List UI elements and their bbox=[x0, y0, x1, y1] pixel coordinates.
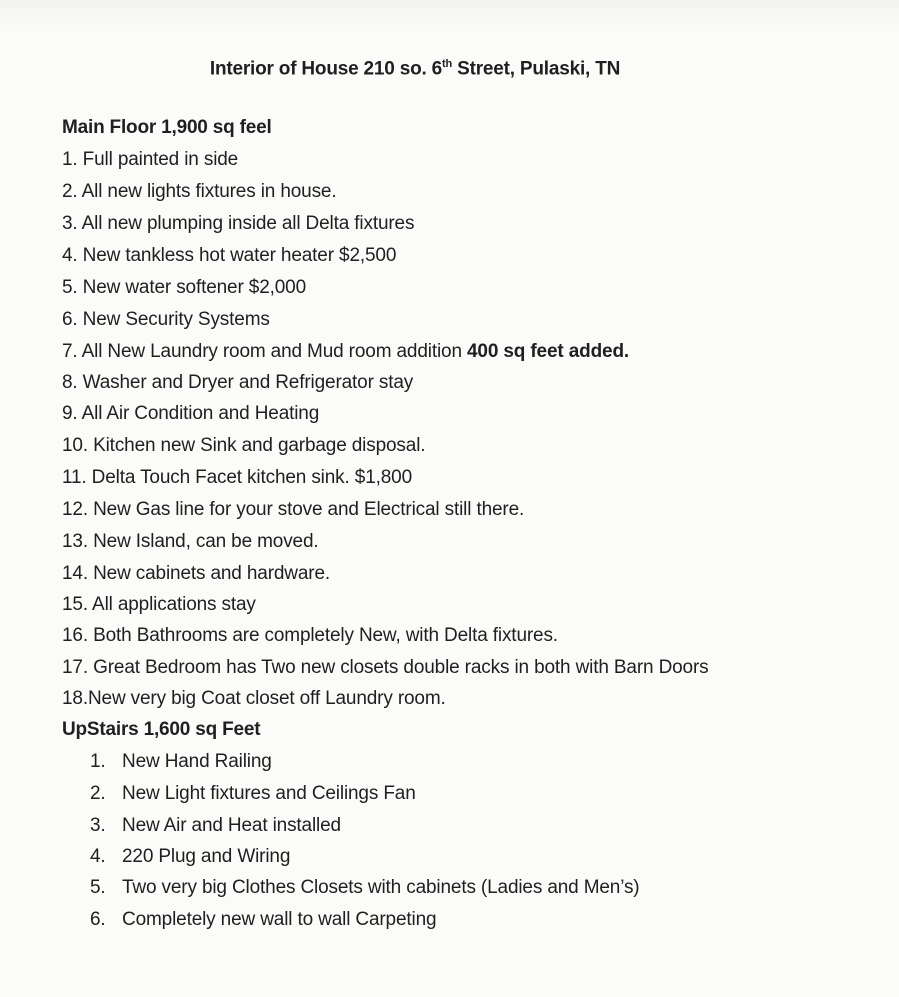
upstairs-item-number: 4. bbox=[90, 846, 106, 867]
main-floor-item: 12. New Gas line for your stove and Electrical still there. bbox=[62, 499, 525, 520]
main-floor-item: 5. New water softener $2,000 bbox=[62, 277, 306, 298]
main-floor-item: 4. New tankless hot water heater $2,500 bbox=[62, 245, 397, 266]
title-prefix: Interior of House 210 so. 6 bbox=[209, 58, 443, 80]
main-floor-heading: Main Floor 1,900 sq feel bbox=[62, 117, 272, 138]
upstairs-item-text: Two very big Clothes Closets with cabinets (Ladies and Men’s) bbox=[122, 877, 640, 898]
main-floor-item: 6. New Security Systems bbox=[62, 309, 270, 330]
upstairs-item-text: New Hand Railing bbox=[122, 751, 272, 772]
main-floor-item: 2. All new lights fixtures in house. bbox=[62, 181, 337, 202]
upstairs-item-number: 6. bbox=[90, 909, 106, 930]
upstairs-item-text: New Light fixtures and Ceilings Fan bbox=[122, 783, 416, 804]
upstairs-item-text: New Air and Heat installed bbox=[122, 815, 341, 836]
upstairs-item-number: 1. bbox=[90, 751, 106, 772]
upstairs-item-number: 5. bbox=[90, 877, 106, 898]
upstairs-item-text: Completely new wall to wall Carpeting bbox=[122, 909, 437, 930]
main-floor-item: 15. All applications stay bbox=[62, 594, 256, 615]
title-suffix: Street, Pulaski, TN bbox=[452, 58, 621, 80]
upstairs-item-text: 220 Plug and Wiring bbox=[122, 846, 291, 867]
main-floor-item-bold: 400 sq feet added. bbox=[467, 341, 630, 362]
main-floor-item: 10. Kitchen new Sink and garbage disposal. bbox=[62, 435, 426, 456]
main-floor-item: 14. New cabinets and hardware. bbox=[62, 563, 330, 584]
upstairs-item-number: 2. bbox=[90, 783, 106, 804]
upstairs-item-number: 3. bbox=[90, 815, 106, 836]
main-floor-item: 11. Delta Touch Facet kitchen sink. $1,800 bbox=[62, 467, 412, 488]
main-floor-item-text: 7. All New Laundry room and Mud room addition bbox=[62, 341, 467, 362]
main-floor-item: 8. Washer and Dryer and Refrigerator stay bbox=[62, 372, 414, 393]
main-floor-item: 16. Both Bathrooms are completely New, with Delta fixtures. bbox=[62, 625, 558, 646]
document-title bbox=[0, 58, 830, 80]
main-floor-item: 9. All Air Condition and Heating bbox=[62, 403, 320, 424]
main-floor-item: 17. Great Bedroom has Two new closets double racks in both with Barn Doors bbox=[62, 657, 709, 678]
main-floor-item bbox=[62, 341, 629, 363]
main-floor-item: 18.New very big Coat closet off Laundry room. bbox=[62, 688, 446, 709]
main-floor-item: 1. Full painted in side bbox=[62, 149, 239, 170]
upstairs-heading: UpStairs 1,600 sq Feet bbox=[62, 719, 261, 740]
main-floor-item: 3. All new plumping inside all Delta fixtures bbox=[62, 213, 415, 234]
title-superscript: th bbox=[442, 58, 453, 70]
main-floor-item: 13. New Island, can be moved. bbox=[62, 531, 319, 552]
